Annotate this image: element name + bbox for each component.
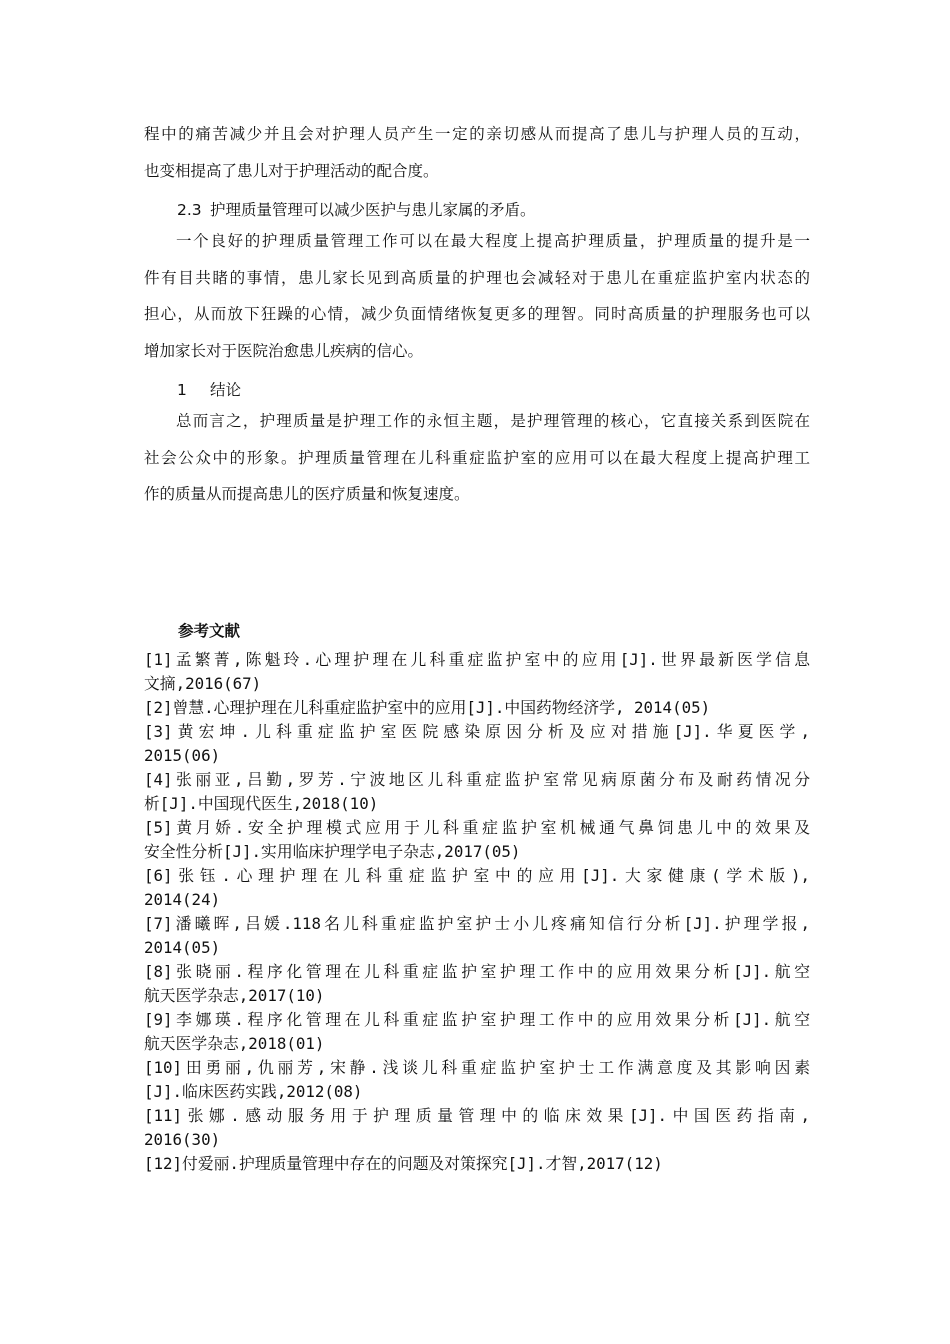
reference-line: [11]张娜.感动服务用于护理质量管理中的临床效果[J].中国医药指南, [144, 1106, 810, 1125]
reference-line: 航天医学杂志,2018(01) [144, 1034, 325, 1053]
section-heading-conclusion [177, 378, 241, 400]
references-heading: 参考文献 [178, 622, 241, 640]
reference-line: 航天医学杂志,2017(10) [144, 986, 325, 1005]
reference-item [144, 1152, 810, 1176]
reference-line: 文摘,2016(67) [144, 674, 262, 693]
reference-item [144, 1008, 810, 1056]
paragraph-line: 件有目共睹的事情，患儿家长见到高质量的护理也会减轻对于患儿在重症监护室内状态的 [144, 268, 810, 287]
paragraph-line: 程中的痛苦减少并且会对护理人员产生一定的亲切感从而提高了患儿与护理人员的互动， [144, 125, 810, 143]
reference-item [144, 768, 810, 816]
reference-item [144, 1104, 810, 1152]
reference-item [144, 960, 810, 1008]
reference-line: [2]曾慧.心理护理在儿科重症监护室中的应用[J].中国药物经济学, 2014(05) [144, 698, 711, 717]
reference-item [144, 648, 810, 696]
reference-line: [9]李娜瑛.程序化管理在儿科重症监护室护理工作中的应用效果分析[J].航空 [144, 1010, 810, 1029]
paragraph-line: 一个良好的护理质量管理工作可以在最大程度上提高护理质量，护理质量的提升是一 [176, 232, 810, 250]
reference-list [144, 648, 810, 1176]
reference-line: [1]孟繁菁,陈魁玲.心理护理在儿科重症监护室中的应用[J].世界最新医学信息 [144, 650, 810, 669]
paragraph-line: 担心，从而放下狂躁的心情，减少负面情绪恢复更多的理智。同时高质量的护理服务也可以 [144, 305, 810, 323]
paragraph-line: 总而言之，护理质量是护理工作的永恒主题，是护理管理的核心，它直接关系到医院在 [176, 412, 810, 430]
reference-line: 2014(24) [144, 890, 221, 909]
paragraph-line: 社会公众中的形象。护理质量管理在儿科重症监护室的应用可以在最大程度上提高护理工 [144, 448, 810, 467]
reference-item [144, 696, 810, 720]
reference-line: [J].临床医药实践,2012(08) [144, 1082, 363, 1101]
paragraph-continued [144, 116, 810, 189]
reference-line: 2016(30) [144, 1130, 221, 1149]
reference-line: 2015(06) [144, 746, 221, 765]
reference-line: [12]付爱丽.护理质量管理中存在的问题及对策探究[J].才智,2017(12) [144, 1154, 663, 1173]
reference-item [144, 912, 810, 960]
reference-line: 安全性分析[J].实用临床护理学电子杂志,2017(05) [144, 842, 521, 861]
reference-item [144, 816, 810, 864]
reference-line: [3]黄宏坤.儿科重症监护室医院感染原因分析及应对措施[J].华夏医学, [144, 722, 810, 741]
reference-item [144, 1056, 810, 1104]
section-number: 2.3 [177, 201, 202, 219]
paragraph-conclusion [144, 403, 810, 513]
reference-line: [8]张晓丽.程序化管理在儿科重症监护室护理工作中的应用效果分析[J].航空 [144, 962, 810, 981]
section-title: 结论 [209, 381, 241, 399]
paragraph-line: 也变相提高了患儿对于护理活动的配合度。 [144, 161, 439, 180]
section-heading-2-3 [177, 198, 535, 220]
reference-line: [6]张钰.心理护理在儿科重症监护室中的应用[J].大家健康(学术版), [144, 866, 810, 885]
reference-line: 析[J].中国现代医生,2018(10) [144, 794, 379, 813]
reference-line: [4]张丽亚,吕勤,罗芳.宁波地区儿科重症监护室常见病原菌分布及耐药情况分 [144, 770, 810, 789]
reference-item [144, 864, 810, 912]
reference-line: [10]田勇丽,仇丽芳,宋静.浅谈儿科重症监护室护士工作满意度及其影响因素 [144, 1058, 810, 1077]
reference-line: 2014(05) [144, 938, 221, 957]
reference-item [144, 720, 810, 768]
section-number: 1 [177, 381, 187, 399]
paragraph-2-3 [144, 223, 810, 369]
paragraph-line: 作的质量从而提高患儿的医疗质量和恢复速度。 [144, 485, 470, 503]
reference-line: [7]潘曦晖,吕媛.118名儿科重症监护室护士小儿疼痛知信行分析[J].护理学报, [144, 914, 810, 933]
paragraph-line: 增加家长对于医院治愈患儿疾病的信心。 [144, 341, 424, 360]
section-title: 护理质量管理可以减少医护与患儿家属的矛盾。 [209, 201, 536, 219]
reference-line: [5]黄月娇.安全护理模式应用于儿科重症监护室机械通气鼻饲患儿中的效果及 [144, 818, 810, 837]
